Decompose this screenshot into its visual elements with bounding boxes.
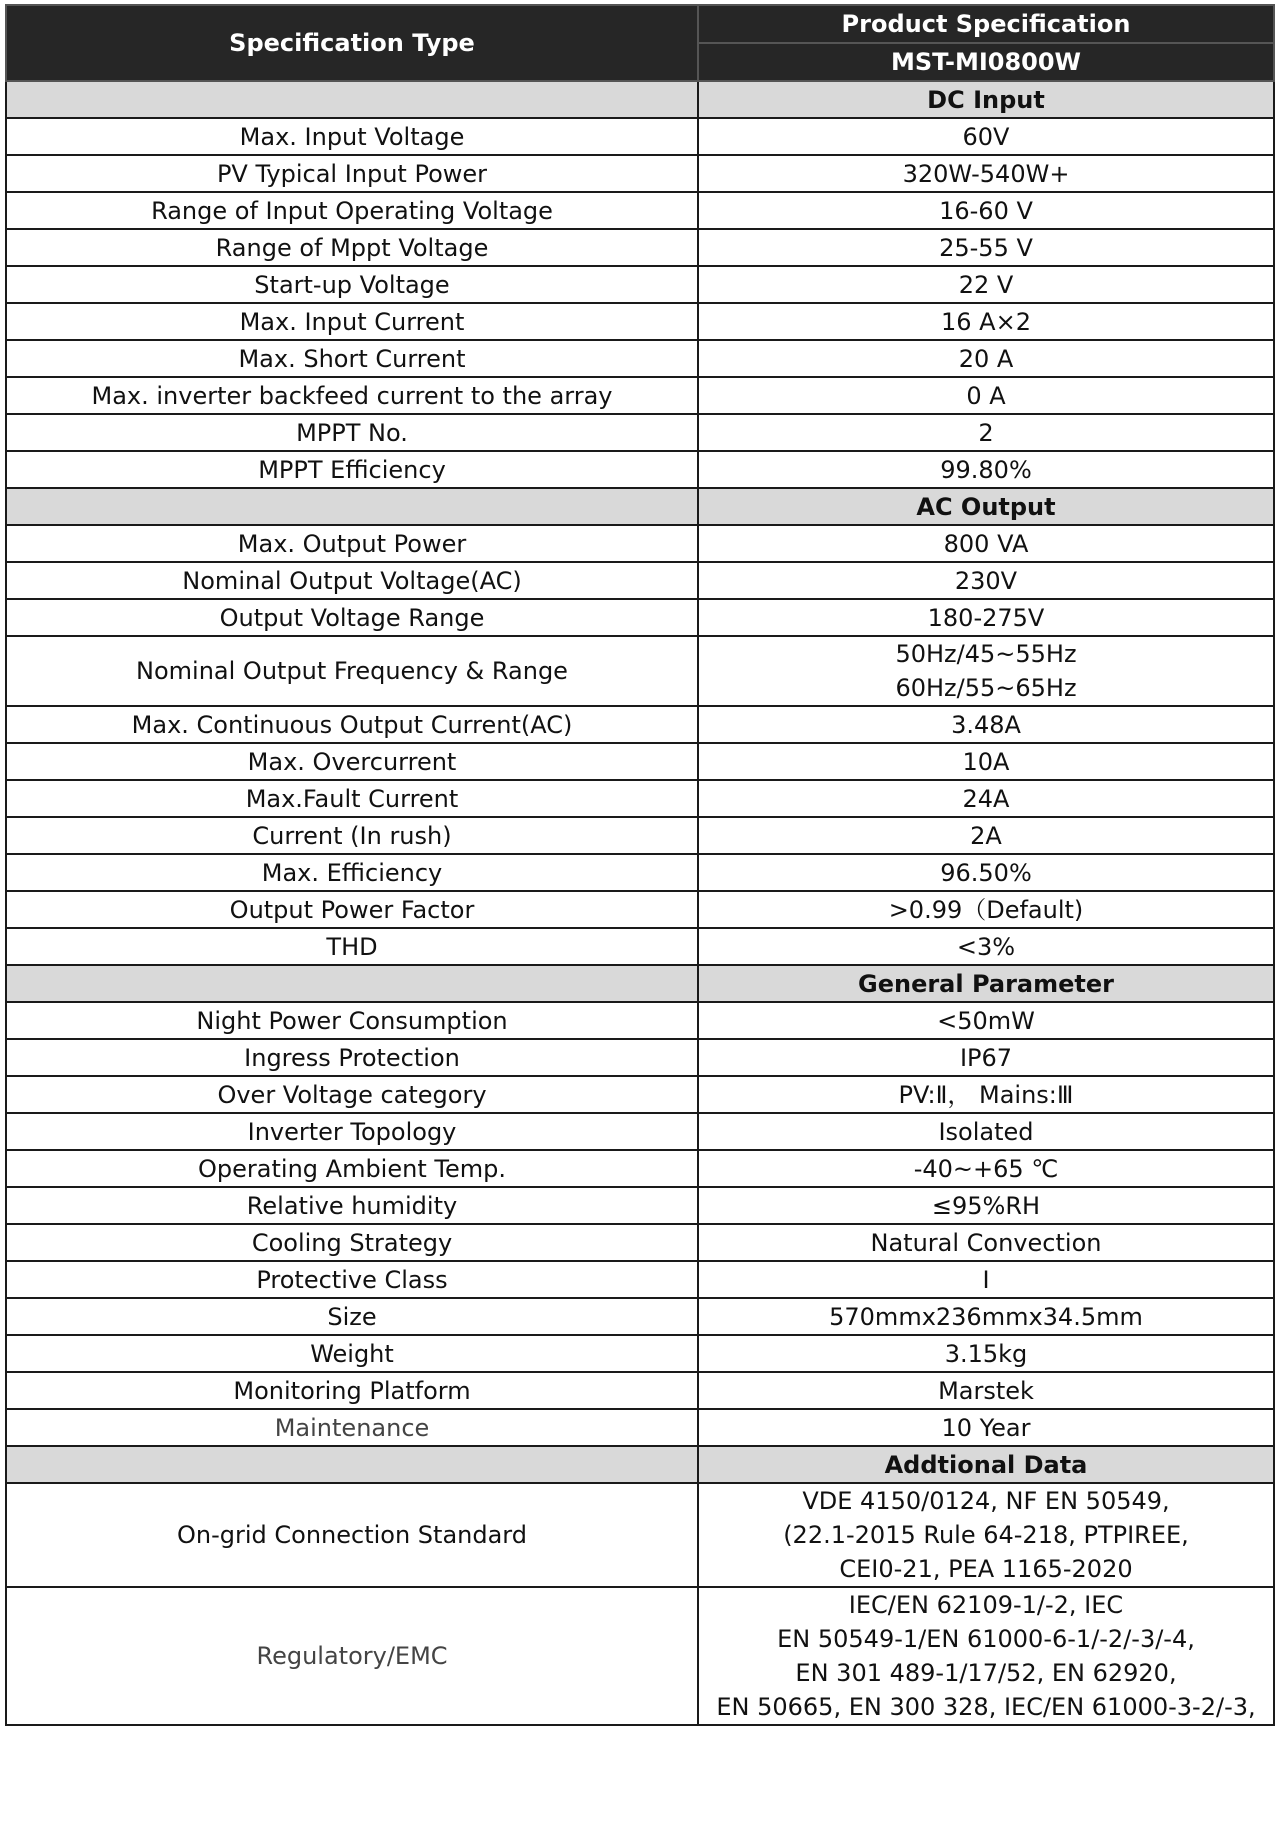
spec-value-line: 20 A <box>958 344 1014 373</box>
spec-row <box>6 340 1274 377</box>
section-row <box>6 488 1274 525</box>
spec-label: Max. Short Current <box>6 340 698 377</box>
spec-row <box>6 599 1274 636</box>
spec-value-line: Isolated <box>938 1117 1034 1146</box>
spec-value-line: Ⅰ <box>982 1265 990 1294</box>
spec-value-line: ≤95%RH <box>931 1191 1041 1220</box>
spec-value <box>698 780 1274 817</box>
spec-value-line: <3% <box>956 932 1016 961</box>
spec-value <box>698 451 1274 488</box>
section-title: DC Input <box>698 81 1274 118</box>
spec-label: PV Typical Input Power <box>6 155 698 192</box>
spec-row <box>6 1335 1274 1372</box>
spec-value-line: 570mmx236mmx34.5mm <box>829 1302 1143 1331</box>
spec-row <box>6 743 1274 780</box>
header-product-specification: Product Specification <box>698 5 1274 43</box>
spec-label: Max. Input Voltage <box>6 118 698 155</box>
spec-value-line: EN 50665, EN 300 328, IEC/EN 61000-3-2/-3, <box>716 1693 1256 1721</box>
spec-label: MPPT Efficiency <box>6 451 698 488</box>
spec-value-line: 2 <box>978 418 994 447</box>
spec-row <box>6 1076 1274 1113</box>
spec-label: Nominal Output Voltage(AC) <box>6 562 698 599</box>
spec-value <box>698 1587 1274 1725</box>
header-model-number: MST-MI0800W <box>698 43 1274 81</box>
spec-row <box>6 1261 1274 1298</box>
spec-value <box>698 525 1274 562</box>
section-row <box>6 1446 1274 1483</box>
spec-value-line: Natural Convection <box>870 1228 1102 1257</box>
spec-row <box>6 1039 1274 1076</box>
spec-value-line: 180-275V <box>927 603 1045 632</box>
spec-value <box>698 155 1274 192</box>
spec-value-line: IEC/EN 62109-1/-2, IEC <box>848 1591 1124 1619</box>
spec-row <box>6 525 1274 562</box>
spec-value-line: PV:Ⅱ， Mains:Ⅲ <box>898 1080 1074 1109</box>
spec-value-line: 96.50% <box>940 858 1032 887</box>
spec-row <box>6 854 1274 891</box>
section-row <box>6 81 1274 118</box>
spec-row <box>6 118 1274 155</box>
spec-row <box>6 414 1274 451</box>
spec-value-line: 10A <box>962 747 1010 776</box>
spec-value-line: 50Hz/45~55Hz <box>895 640 1077 668</box>
spec-row <box>6 928 1274 965</box>
spec-value-line: 16-60 V <box>939 196 1033 225</box>
spec-row <box>6 1113 1274 1150</box>
spec-label: Current (In rush) <box>6 817 698 854</box>
spec-value <box>698 1002 1274 1039</box>
spec-value <box>698 192 1274 229</box>
spec-value <box>698 562 1274 599</box>
spec-value <box>698 1224 1274 1261</box>
section-blank-cell <box>6 488 698 525</box>
header-specification-type: Specification Type <box>6 5 698 81</box>
spec-value-line: -40~+65 ℃ <box>913 1154 1059 1183</box>
spec-value-line: <50mW <box>937 1006 1035 1035</box>
spec-label: Relative humidity <box>6 1187 698 1224</box>
spec-value <box>698 1150 1274 1187</box>
spec-label: Over Voltage category <box>6 1076 698 1113</box>
spec-label: On-grid Connection Standard <box>6 1483 698 1587</box>
spec-value <box>698 1076 1274 1113</box>
spec-label: Max. Output Power <box>6 525 698 562</box>
spec-row <box>6 817 1274 854</box>
header-row-top <box>6 5 1274 43</box>
spec-row <box>6 636 1274 706</box>
spec-row <box>6 1372 1274 1409</box>
spec-row <box>6 780 1274 817</box>
section-blank-cell <box>6 81 698 118</box>
spec-label: Size <box>6 1298 698 1335</box>
spec-label: Inverter Topology <box>6 1113 698 1150</box>
spec-value <box>698 377 1274 414</box>
spec-label: Weight <box>6 1335 698 1372</box>
spec-value-line: CEI0-21, PEA 1165-2020 <box>839 1555 1133 1583</box>
spec-value-line: 10 Year <box>941 1413 1031 1442</box>
spec-label: Max. Efficiency <box>6 854 698 891</box>
spec-label: Start-up Voltage <box>6 266 698 303</box>
spec-label: Nominal Output Frequency & Range <box>6 636 698 706</box>
spec-label: THD <box>6 928 698 965</box>
spec-label: Regulatory/EMC <box>6 1587 698 1725</box>
spec-value-line: IP67 <box>959 1043 1013 1072</box>
spec-label: Max. Continuous Output Current(AC) <box>6 706 698 743</box>
spec-value <box>698 1335 1274 1372</box>
spec-value <box>698 1372 1274 1409</box>
spec-value <box>698 266 1274 303</box>
spec-value <box>698 1483 1274 1587</box>
spec-value-line: 22 V <box>958 270 1014 299</box>
spec-label: Cooling Strategy <box>6 1224 698 1261</box>
spec-value-line: 2A <box>970 821 1002 850</box>
spec-row <box>6 155 1274 192</box>
spec-label: Output Power Factor <box>6 891 698 928</box>
spec-value <box>698 1113 1274 1150</box>
spec-row <box>6 266 1274 303</box>
spec-value <box>698 303 1274 340</box>
spec-value-line: 60Hz/55~65Hz <box>895 674 1077 702</box>
spec-value <box>698 636 1274 706</box>
spec-value <box>698 118 1274 155</box>
section-title: AC Output <box>698 488 1274 525</box>
spec-value <box>698 1187 1274 1224</box>
spec-label: Operating Ambient Temp. <box>6 1150 698 1187</box>
spec-value <box>698 743 1274 780</box>
spec-value <box>698 414 1274 451</box>
spec-row <box>6 1587 1274 1725</box>
spec-row <box>6 1409 1274 1446</box>
spec-value-line: 320W-540W+ <box>902 159 1070 188</box>
spec-row <box>6 1224 1274 1261</box>
spec-value-line: 0 A <box>966 381 1006 410</box>
spec-value <box>698 1298 1274 1335</box>
spec-value <box>698 928 1274 965</box>
spec-row <box>6 229 1274 266</box>
spec-value-line: >0.99（Default) <box>888 895 1084 924</box>
specification-table <box>5 4 1275 1726</box>
spec-label: Maintenance <box>6 1409 698 1446</box>
spec-value-line: (22.1-2015 Rule 64-218, PTPIREE, <box>783 1521 1189 1549</box>
spec-value-line: Marstek <box>938 1376 1034 1405</box>
spec-label: Max. Overcurrent <box>6 743 698 780</box>
spec-row <box>6 1483 1274 1587</box>
spec-value-line: 800 VA <box>943 529 1029 558</box>
spec-value-line: 230V <box>954 566 1018 595</box>
spec-value-line: 25-55 V <box>939 233 1033 262</box>
section-title: General Parameter <box>698 965 1274 1002</box>
specification-table-body <box>6 5 1274 1725</box>
spec-value <box>698 706 1274 743</box>
section-blank-cell <box>6 965 698 1002</box>
spec-label: Max. Input Current <box>6 303 698 340</box>
spec-value <box>698 817 1274 854</box>
spec-value-line: EN 301 489-1/17/52, EN 62920, <box>795 1659 1177 1687</box>
spec-label: Range of Input Operating Voltage <box>6 192 698 229</box>
spec-value <box>698 340 1274 377</box>
spec-value-line: 99.80% <box>940 455 1032 484</box>
spec-row <box>6 377 1274 414</box>
spec-label: Night Power Consumption <box>6 1002 698 1039</box>
spec-row <box>6 891 1274 928</box>
spec-value <box>698 1039 1274 1076</box>
spec-label: Monitoring Platform <box>6 1372 698 1409</box>
spec-value-line: VDE 4150/0124, NF EN 50549, <box>802 1487 1170 1515</box>
spec-value <box>698 854 1274 891</box>
spec-label: Protective Class <box>6 1261 698 1298</box>
section-title: Addtional Data <box>698 1446 1274 1483</box>
spec-value <box>698 599 1274 636</box>
spec-row <box>6 562 1274 599</box>
spec-value-line: 60V <box>962 122 1010 151</box>
spec-row <box>6 1187 1274 1224</box>
spec-label: Range of Mppt Voltage <box>6 229 698 266</box>
spec-value <box>698 1261 1274 1298</box>
spec-value-line: EN 50549-1/EN 61000-6-1/-2/-3/-4, <box>777 1625 1195 1653</box>
spec-value-line: 3.48A <box>951 710 1021 739</box>
spec-label: Max.Fault Current <box>6 780 698 817</box>
spec-value-line: 24A <box>962 784 1010 813</box>
section-blank-cell <box>6 1446 698 1483</box>
spec-value <box>698 891 1274 928</box>
spec-row <box>6 303 1274 340</box>
spec-row <box>6 1002 1274 1039</box>
spec-value-line: 16 A×2 <box>941 307 1031 336</box>
spec-value <box>698 229 1274 266</box>
spec-label: MPPT No. <box>6 414 698 451</box>
spec-label: Max. inverter backfeed current to the array <box>6 377 698 414</box>
spec-value <box>698 1409 1274 1446</box>
spec-label: Output Voltage Range <box>6 599 698 636</box>
spec-label: Ingress Protection <box>6 1039 698 1076</box>
spec-row <box>6 1150 1274 1187</box>
section-row <box>6 965 1274 1002</box>
spec-row <box>6 451 1274 488</box>
spec-row <box>6 192 1274 229</box>
spec-row <box>6 706 1274 743</box>
spec-row <box>6 1298 1274 1335</box>
spec-value-line: 3.15kg <box>944 1339 1028 1368</box>
